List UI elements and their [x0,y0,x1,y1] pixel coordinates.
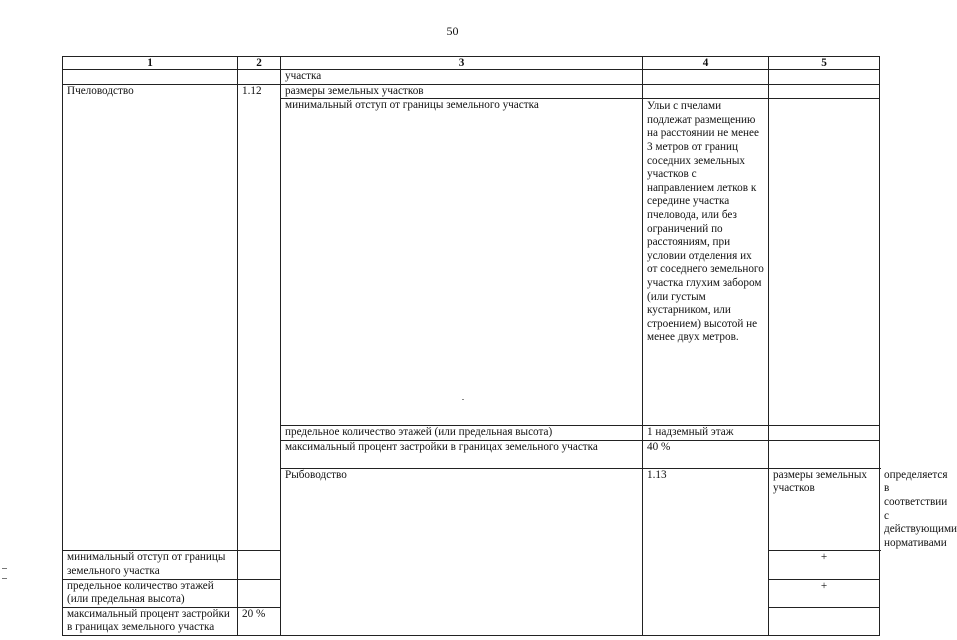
scan-mark [2,568,7,569]
cell-param: минимальный отступ от границы земельного участка [63,551,238,579]
cell-extra [769,607,880,635]
cell-value [643,84,769,99]
scan-mark [2,578,7,579]
cell-value: 20 % [238,607,281,635]
cell-param: предельное количество этажей (или предельная высота) [281,426,643,441]
cell-value: 40 % [643,440,769,468]
cell-param: максимальный процент застройки в границах земельного участка [63,607,238,635]
cell-param: размеры земельных участков [769,468,880,551]
col-header-3: 3 [281,57,643,70]
cell-value [238,551,281,579]
table-row [63,84,880,99]
cell-value [643,70,769,85]
cell-extra: + [769,579,880,607]
cell-value [238,579,281,607]
cell-value: Ульи с пчелами подлежат размещению на расстоянии не менее 3 метров от границ соседних земельных участков с направлением летков к середине участка пчеловода, или без ограничений по расстояниям, при условии отделения их от соседнего земельного участка глухим забором (или густым кустарником, или строением) высотой не менее двух метров. [643,99,769,426]
col-header-1: 1 [63,57,238,70]
table-row: Рыбоводство 1.13 размеры земельных участков определяется в соответствии с действующими нормативами [63,468,880,551]
cell-use-name: Рыбоводство [281,468,643,635]
table-row [63,70,880,85]
cell-extra [769,84,880,99]
page-number: 50 [446,24,459,38]
col-header-5: 5 [769,57,880,70]
cell-use-name: Пчеловодство [63,84,238,551]
cell-extra [769,426,880,441]
cell-extra [769,99,880,426]
cell-use-name [63,70,238,85]
cell-value: 1 надземный этаж [643,426,769,441]
cell-code: 1.12 [238,84,281,551]
cell-code: 1.13 [643,468,769,635]
col-header-4: 4 [643,57,769,70]
scan-speck [462,399,464,400]
col-header-2: 2 [238,57,281,70]
cell-code [238,70,281,85]
cell-param: максимальный процент застройки в границах земельного участка [281,440,643,468]
cell-param: предельное количество этажей (или предельная высота) [63,579,238,607]
scan-edge-marks [2,568,8,588]
cell-param: размеры земельных участков [281,84,643,99]
cell-param: участка [281,70,643,85]
cell-param: минимальный отступ от границы земельного участка [281,99,643,426]
header-row [63,57,880,70]
cell-extra [769,70,880,85]
cell-extra: + [769,551,880,579]
cell-extra [769,440,880,468]
regulations-table [62,56,957,636]
